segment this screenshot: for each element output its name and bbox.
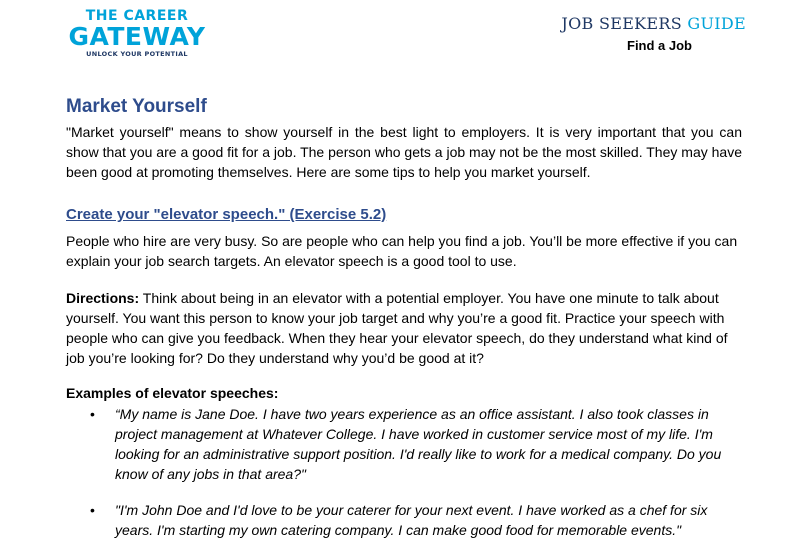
directions-text: Think about being in an elevator with a potential employer. You have one minute to talk about yourself. You want this person to know your job target and why you’re a good fit. Practice your speech with people who can give you feedback. When they hear your elevator speech, do they understand what kind of job you’re looking for? Do they understand why you’d be good at it? [66, 290, 728, 366]
bullet-marker: • [90, 502, 95, 518]
logo-tagline: UNLOCK YOUR POTENTIAL [86, 50, 188, 58]
list-item: "I'm John Doe and I'd love to be your caterer for your next event. I have worked as a chef for six years. I'm starting my own catering company. I can make good food for memorable events." [115, 502, 708, 538]
guide-title-dark: JOB SEEKERS [561, 14, 683, 33]
examples-title: Examples of elevator speeches: [66, 385, 279, 401]
logo-line-2: GATEWAY [68, 22, 206, 51]
guide-subtitle: Find a Job [627, 38, 692, 53]
logo-line-1: THE CAREER [85, 8, 189, 24]
guide-title [561, 14, 746, 33]
guide-title-accent: GUIDE [687, 14, 746, 33]
bullet-marker: • [90, 406, 95, 422]
directions-paragraph [66, 288, 742, 368]
subsection-title: Create your "elevator speech." (Exercise 5.2) [66, 206, 387, 223]
list-item: “My name is Jane Doe. I have two years experience as an office assistant. I also took classes in project management at Whatever College. I have worked in customer service most of my life. I'm looking for an administrative support position. I'd really like to work for a medical company. Do you know of any jobs in that area?" [115, 406, 722, 482]
subsection-intro: People who hire are very busy. So are people who can help you find a job. You’ll be more effective if you can explain your job search targets. An elevator speech is a good tool to use. [66, 233, 738, 269]
section-intro: "Market yourself" means to show yourself in the best light to employers. It is very important that you can show that you are a good fit for a job. The person who gets a job may not be the most skilled. They may have been good at promoting themselves. Here are some tips to help you market yourself. [66, 124, 742, 180]
section-title: Market Yourself [66, 96, 207, 117]
logo [66, 8, 208, 59]
directions-label: Directions: [66, 290, 140, 306]
